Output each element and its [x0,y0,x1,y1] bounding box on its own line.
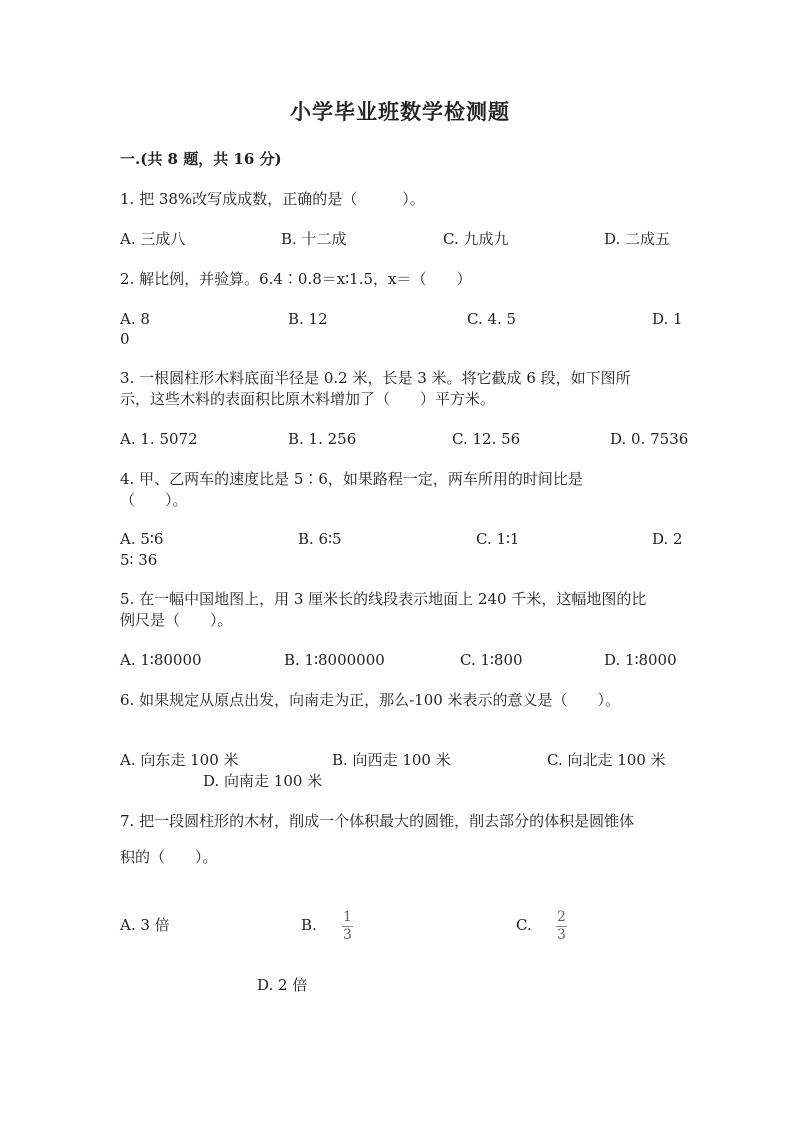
question-5-stem-line-2: 例尺是（ ）。 [120,611,233,629]
question-4-stem-line-1: 4. 甲、乙两车的速度比是 5∶6，如果路程一定，两车所用的时间比是 [120,470,583,488]
page-title: 小学毕业班数学检测题 [290,99,510,124]
q2-option-b[interactable]: B. 12 [288,310,328,328]
q6-option-b[interactable]: B. 向西走 100 米 [332,751,451,769]
fraction-denominator: 3 [343,927,352,943]
q4-option-d-wrap: 5∶ 36 [120,551,158,569]
question-7-stem-line-2: 积的（ ）。 [120,848,218,866]
question-7-stem-line-1: 7. 把一段圆柱形的木材，削成一个体积最大的圆锥，削去部分的体积是圆锥体 [120,812,635,830]
question-6-stem: 6. 如果规定从原点出发，向南走为正，那么-100 米表示的意义是（ ）。 [120,691,621,709]
q7-option-c[interactable]: C. [516,916,532,934]
q7-option-b-fraction [342,910,353,943]
fraction-numerator: 2 [557,909,566,925]
q3-option-b[interactable]: B. 1. 256 [288,430,357,448]
q5-option-b[interactable]: B. 1∶8000000 [284,651,385,669]
q1-option-c[interactable]: C. 九成九 [443,230,509,248]
q6-option-a[interactable]: A. 向东走 100 米 [120,751,239,769]
q5-option-a[interactable]: A. 1∶80000 [120,651,202,669]
question-2-stem: 2. 解比例，并验算。6.4∶0.8＝x∶1.5，x＝（ ） [120,270,472,288]
question-3-stem-line-1: 3. 一根圆柱形木料底面半径是 0.2 米，长是 3 米。将它截成 6 段，如下图所 [120,369,631,387]
section-heading: 一.(共 8 题，共 16 分) [120,150,282,168]
q4-option-a[interactable]: A. 5∶6 [120,530,164,548]
q2-option-d-wrap: 0 [120,330,130,348]
q5-option-d[interactable]: D. 1∶8000 [604,651,677,669]
question-1-stem: 1. 把 38%改写成成数，正确的是（ ）。 [120,190,425,208]
fraction-denominator: 3 [557,927,566,943]
q3-option-a[interactable]: A. 1. 5072 [120,430,198,448]
q1-option-d[interactable]: D. 二成五 [604,230,671,248]
q6-option-d[interactable]: D. 向南走 100 米 [203,772,323,790]
q1-option-a[interactable]: A. 三成八 [120,230,186,248]
q6-option-c[interactable]: C. 向北走 100 米 [547,751,666,769]
q4-option-d[interactable]: D. 2 [652,530,683,548]
q3-option-d[interactable]: D. 0. 7536 [610,430,689,448]
q5-option-c[interactable]: C. 1∶800 [460,651,523,669]
question-4-stem-line-2: （ ）。 [120,491,188,509]
q7-option-d[interactable]: D. 2 倍 [257,976,308,994]
fraction-numerator: 1 [343,909,352,925]
q2-option-c[interactable]: C. 4. 5 [467,310,517,328]
q2-option-d[interactable]: D. 1 [652,310,683,328]
q7-option-c-fraction [556,910,567,943]
q7-option-b[interactable]: B. [301,916,317,934]
question-5-stem-line-1: 5. 在一幅中国地图上，用 3 厘米长的线段表示地面上 240 千米，这幅地图的比 [120,590,647,608]
q1-option-b[interactable]: B. 十二成 [281,230,347,248]
q7-option-a[interactable]: A. 3 倍 [120,916,170,934]
q3-option-c[interactable]: C. 12. 56 [452,430,521,448]
question-3-stem-line-2: 示，这些木料的表面积比原木料增加了（ ）平方米。 [120,390,496,408]
q2-option-a[interactable]: A. 8 [120,310,150,328]
q4-option-b[interactable]: B. 6∶5 [298,530,342,548]
q4-option-c[interactable]: C. 1∶1 [476,530,520,548]
